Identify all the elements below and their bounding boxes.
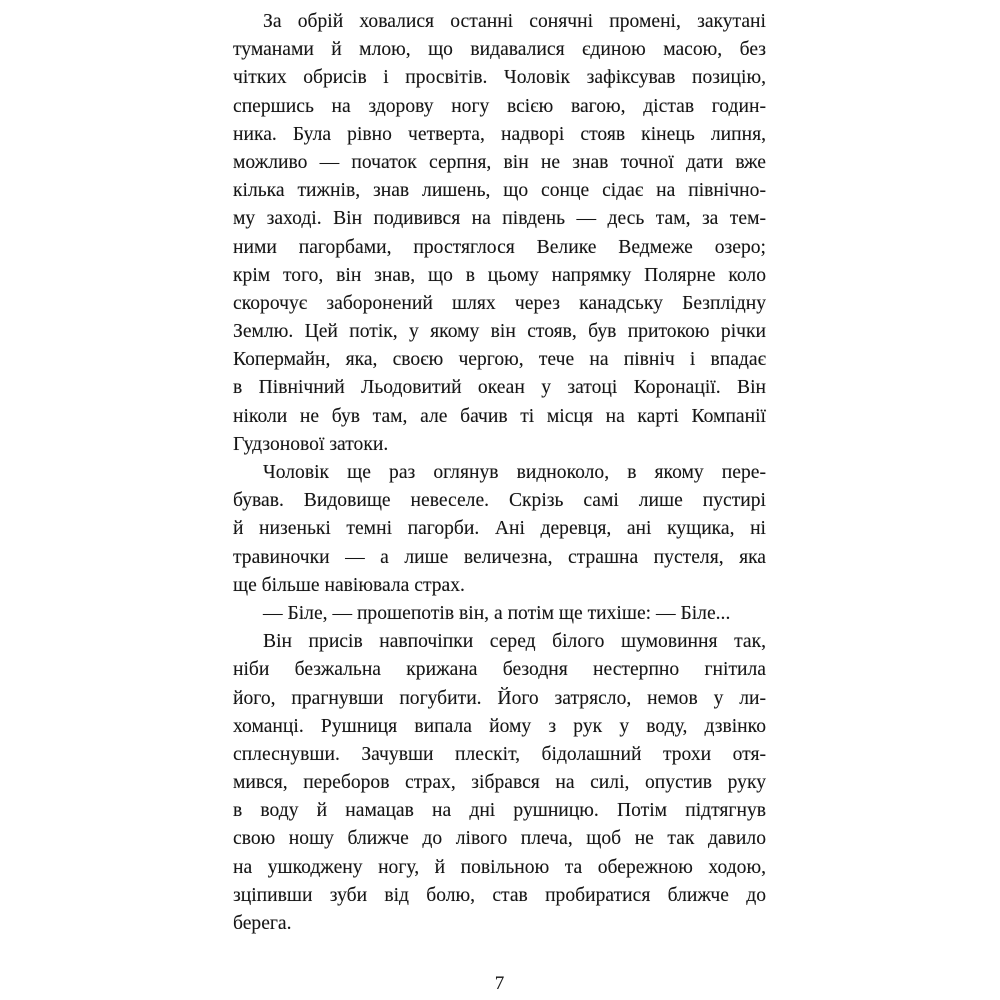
text-line: зціпивши зуби від болю, став пробиратися ближче до — [233, 884, 766, 906]
page-number: 7 — [494, 973, 505, 994]
text-line: — Біле, — прошепотів він, а потім ще тихіше: — Біле... — [263, 602, 731, 624]
text-line: ника. Була рівно четверта, надворі стояв кінець липня, — [233, 123, 766, 145]
text-line: в воду й намацав на дні рушницю. Потім підтягнув — [233, 800, 766, 822]
text-line: Він присів навпочіпки серед білого шумовиння так, — [263, 631, 766, 653]
text-line: чітких обрисів і просвітів. Чоловік зафіксував позицію, — [233, 67, 766, 89]
text-line: ще більше навіювала страх. — [233, 574, 465, 596]
text-line: спершись на здорову ногу всією вагою, дістав годин- — [233, 95, 766, 117]
text-line: крім того, він знав, що в цьому напрямку Полярне коло — [233, 264, 766, 286]
text-line: сплеснувши. Зачувши плескіт, бідолашний трохи отя- — [233, 743, 766, 765]
paragraph — [233, 628, 766, 938]
text-line: За обрій ховалися останні сонячні промені, закутані — [263, 11, 766, 32]
text-line: травиночки — а лише величезна, страшна пустеля, яка — [233, 546, 766, 568]
text-line: Землю. Цей потік, у якому він стояв, був притокою річки — [233, 321, 766, 343]
text-line: Чоловік ще раз оглянув видноколо, в якому пере- — [263, 462, 766, 483]
text-line: свою ношу ближче до лівого плеча, щоб не так давило — [233, 828, 766, 850]
paragraph — [233, 8, 766, 459]
text-line: му заході. Він подивився на південь — десь там, за тем- — [233, 208, 766, 230]
text-line: й низенькі темні пагорби. Ані деревця, ані кущика, ні — [233, 518, 766, 540]
paragraph — [233, 600, 766, 628]
text-block — [233, 8, 766, 938]
text-line: берега. — [233, 913, 292, 934]
text-line: його, прагнувши погубити. Його затрясло, немов у ли- — [233, 687, 766, 709]
text-line: ніколи не був там, але бачив ті місця на карті Компанії — [233, 405, 766, 427]
text-line: бував. Видовище невеселе. Скрізь самі лише пустирі — [233, 490, 766, 512]
text-line: ніби безжальна крижана безодня нестерпно гнітила — [233, 659, 766, 681]
paragraph — [233, 459, 766, 600]
text-line: туманами й млою, що видавалися єдиною масою, без — [233, 39, 766, 61]
text-line: на ушкоджену ногу, й повільною та обережною ходою, — [233, 856, 766, 878]
text-line: ними пагорбами, простяглося Велике Ведмеже озеро; — [233, 236, 766, 258]
text-line: можливо — початок серпня, він не знав точної дати вже — [233, 151, 766, 173]
text-line: мився, переборов страх, зібрався на силі, опустив руку — [233, 772, 766, 794]
text-line: кілька тижнів, знав лишень, що сонце сідає на північно- — [233, 180, 766, 202]
text-line: в Північний Льодовитий океан у затоці Коронації. Він — [233, 377, 766, 399]
text-line: Копермайн, яка, своєю чергою, тече на північ і впадає — [233, 349, 766, 371]
text-line: скорочує заборонений шлях через канадську Безплідну — [233, 292, 766, 314]
text-line: хоманці. Рушниця випала йому з рук у воду, дзвінко — [233, 715, 766, 737]
text-line: Гудзонової затоки. — [233, 433, 389, 455]
